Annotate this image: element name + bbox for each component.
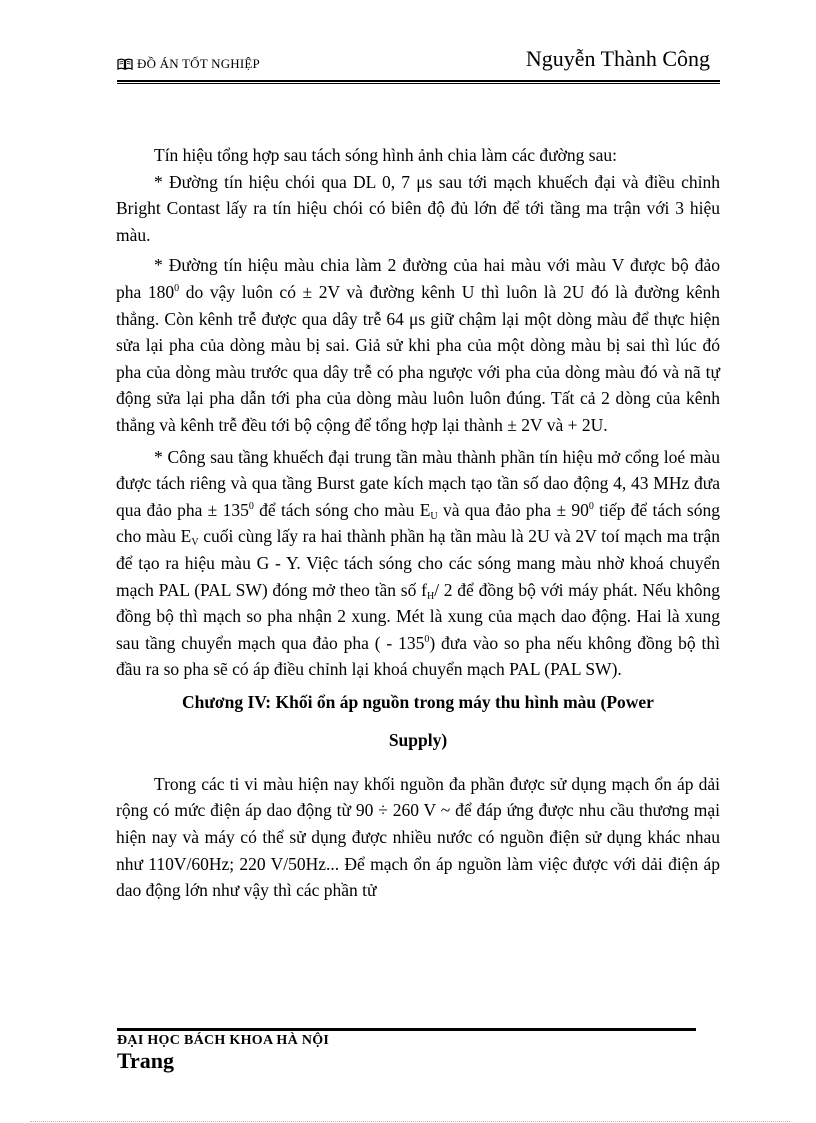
- chapter-heading-line2: Supply): [388, 729, 448, 750]
- page-header: [117, 44, 720, 80]
- footer-page-label: Trang: [117, 1048, 175, 1073]
- page-edge-dotted-line: [30, 1121, 790, 1122]
- footer-school: ĐẠI HỌC BÁCH KHOA HÀ NỘI: [117, 1033, 330, 1048]
- paragraph-burst: * Công sau tầng khuếch đại trung tần màu thành phần tín hiệu mở cổng loé màu được tách riêng và qua tầng Burst gate kích mạch tạo tần số dao động 4, 43 MHz đưa qua đảo pha ± $135^0$ để tách sóng cho màu $E_U$ và qua đảo pha ± $90^0$ tiếp để tách sóng cho màu $E_V$ cuối cùng lấy ra hai thành phần hạ tần màu là 2U và 2V toí mạch ma trận để tạo ra hiệu màu G - Y. Việc tách sóng cho các sóng mang màu nhờ khoá chuyển mạch PAL (PAL SW) đóng mở theo tần số $f_H/$ 2 để đồng bộ với máy phát. Nếu không đồng bộ thì mạch so pha nhận 2 xung. Mét là xung của mạch dao động. Hai là xung sau tầng chuyển mạch qua đảo pha ( - $135^0$) đưa vào so pha nếu không đồng bộ thì đầu ra so pha sẽ có áp điều chỉnh lại khoá chuyển mạch PAL (PAL SW).: [116, 446, 720, 680]
- paragraph-power-supply: Trong các ti vi màu hiện nay khối nguồn đa phần được sử dụng mạch ổn áp dải rộng có mức điện áp dao động từ 90 ÷ 260 V ~ để đáp ứng được nhu cầu thương mại hiện nay và máy có thể sử dụng được nhiều nước có nguồn điện sử dụng khác nhau như 110V/60Hz; 220 V/50Hz... Để mạch ổn áp nguồn làm việc được với dải điện áp dao động lớn như vậy thì các phần tử: [116, 773, 720, 901]
- footer-rule: [117, 1028, 696, 1031]
- header-title: ĐỒ ÁN TỐT NGHIỆP: [137, 56, 260, 71]
- chapter-heading: [116, 683, 720, 759]
- chapter-heading-line1: Chương IV: Khối ổn áp nguồn trong máy thu hình màu (Power: [182, 691, 654, 712]
- page-body: [116, 142, 720, 904]
- paragraph-intro: Tín hiệu tổng hợp sau tách sóng hình ảnh chia làm các đường sau:: [154, 145, 617, 165]
- header-left: [117, 56, 260, 72]
- paragraph-chroma: * Đường tín hiệu màu chia làm 2 đường của hai màu với màu V được bộ đảo pha $180^0$ do vậy luôn có ± 2V và đường kênh U thì luôn là 2U đó là đường kênh thẳng. Còn kênh trễ được qua dây trễ 64 μs giữ chậm lại một dòng màu để thực hiện sửa lại pha của dòng màu bị sai. Giả sử khi pha của một dòng màu bị sai thì lúc đó pha của dòng màu trước qua dây trễ có pha ngược với pha của dòng màu đó và nã tự động sửa lại pha dẫn tới pha của dòng màu luôn luôn đúng. Tất cả 2 dòng của kênh thẳng và kênh trễ đều tới bộ cộng để tổng hợp lại thành ± 2V và + 2U.: [116, 255, 720, 435]
- paragraph-luminance: * Đường tín hiệu chói qua DL 0, 7 μs sau tới mạch khuếch đại và điều chỉnh Bright Contast lấy ra tín hiệu chói có biên độ đủ lớn để tới tầng ma trận với 3 hiệu màu.: [116, 171, 720, 245]
- header-author: Nguyễn Thành Công: [525, 46, 710, 71]
- header-rule: [117, 80, 720, 84]
- open-book-icon: [117, 58, 133, 70]
